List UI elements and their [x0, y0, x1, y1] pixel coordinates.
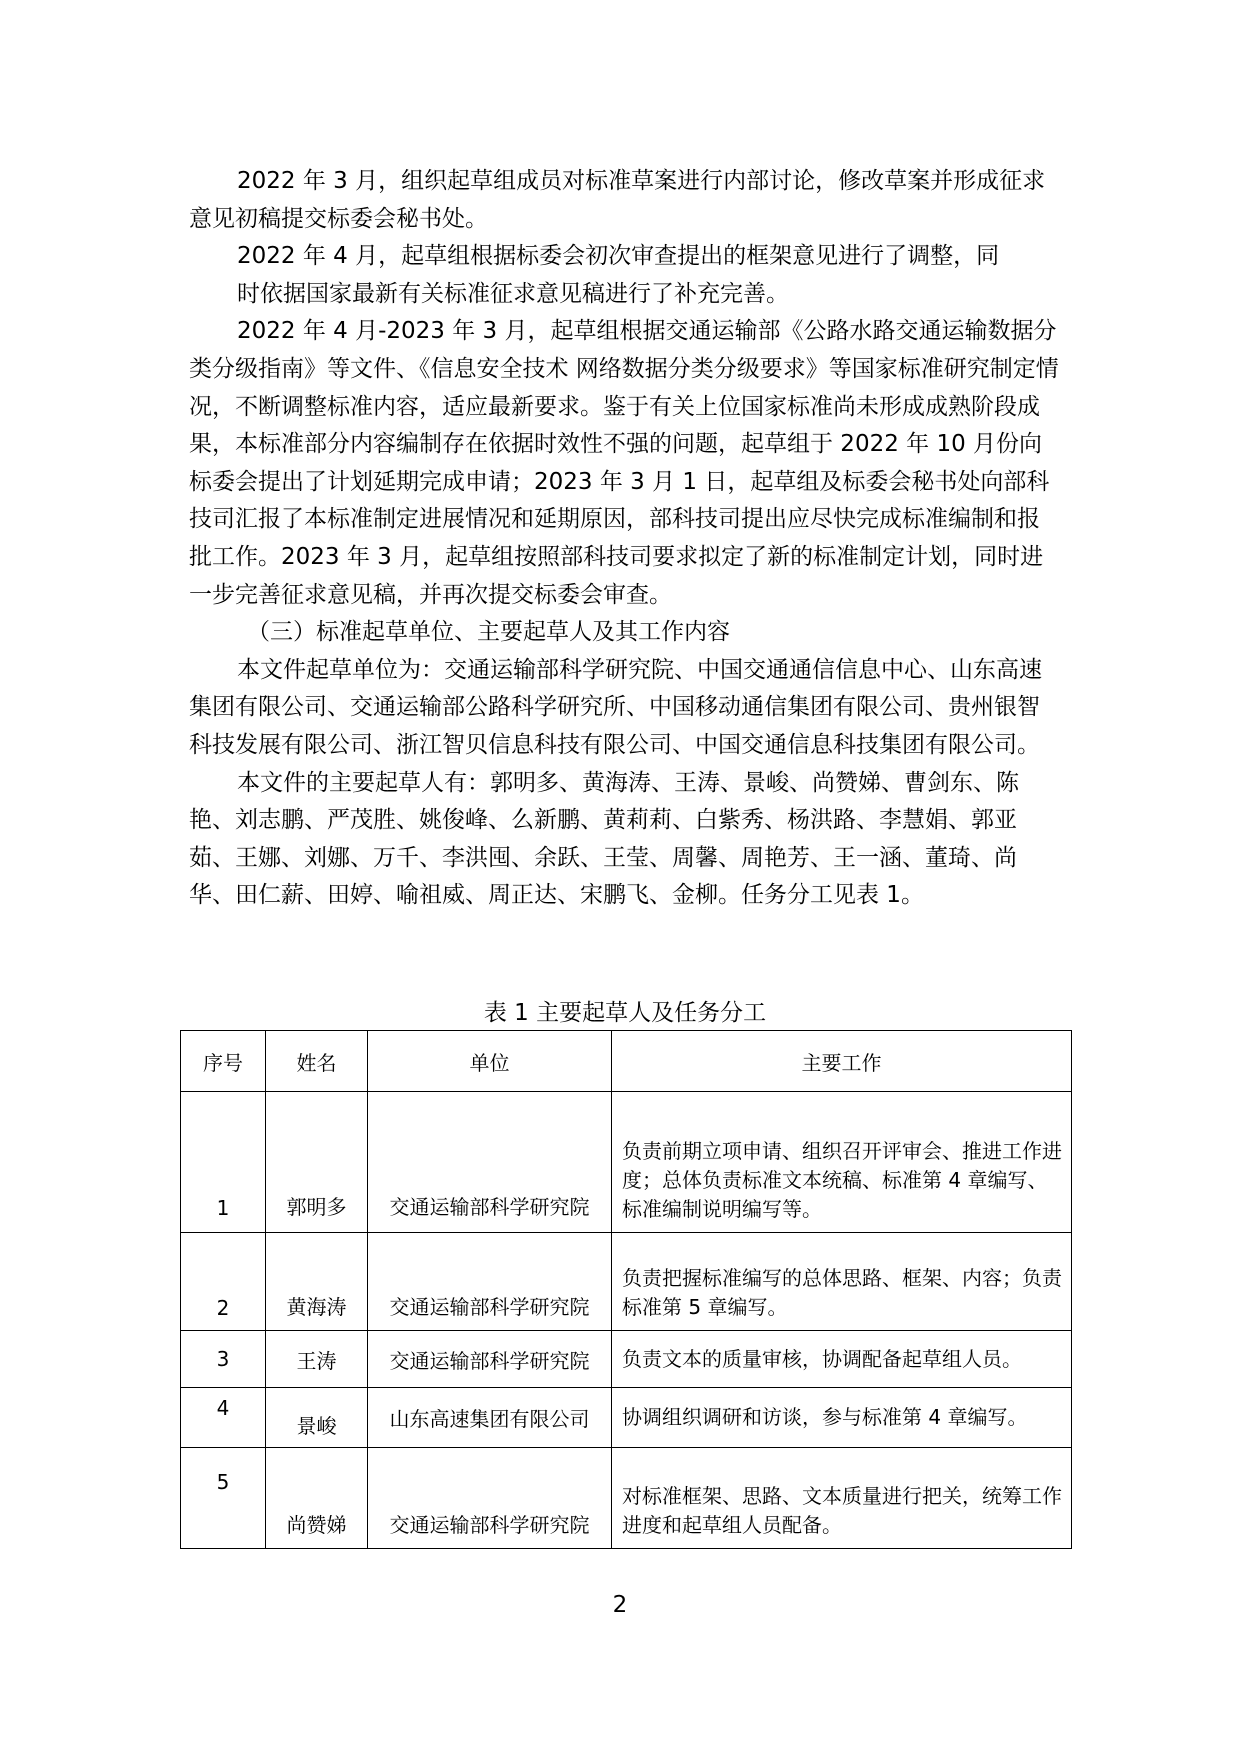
row-work: 对标准框架、思路、文本质量进行把关，统筹工作进度和起草组人员配备。: [622, 1484, 1062, 1537]
table-row: [181, 1448, 1072, 1549]
table-caption: 表 1 主要起草人及任务分工: [483, 1000, 767, 1026]
row-name: 郭明多: [286, 1195, 347, 1219]
paragraph-april-2022-cont: 时依据国家最新有关标准征求意见稿进行了补充完善。: [237, 280, 789, 307]
row-name: 王涛: [296, 1348, 337, 1373]
row-no: 2: [216, 1296, 230, 1320]
header-no: 序号: [181, 1031, 266, 1092]
row-unit: 交通运输部科学研究院: [389, 1195, 590, 1219]
row-work: 负责文本的质量审核，协调配备起草组人员。: [622, 1346, 1022, 1371]
table-row: [181, 1092, 1072, 1233]
row-no: 5: [216, 1470, 230, 1494]
row-name: 景峻: [296, 1414, 337, 1438]
paragraph-units: 本文件起草单位为：交通运输部科学研究院、中国交通通信信息中心、山东高速集团有限公司、交通运输部公路科学研究所、中国移动通信集团有限公司、贵州银智科技发展有限公司、浙江智贝信息科技有限公司、中国交通信息科技集团有限公司。: [189, 656, 1042, 758]
row-work: 负责前期立项申请、组织召开评审会、推进工作进度；总体负责标准文本统稿、标准第 4 章编写、标准编制说明编写等。: [622, 1139, 1062, 1221]
row-work: 协调组织调研和访谈，参与标准第 4 章编写。: [622, 1405, 1028, 1429]
paragraph-2022-2023: 2022 年 4 月-2023 年 3 月，起草组根据交通运输部《公路水路交通运输数据分类分级指南》等文件、《信息安全技术 网络数据分类分级要求》等国家标准研究制定情况，不断调整标准内容，适应最新要求。鉴于有关上位国家标准尚未形成成熟阶段成果，本标准部分内容编制存在依据时效性不强的问题，起草组于 2022 年 10 月份向标委会提出了计划延期完成申请；2023 年 3 月 1 日，起草组及标委会秘书处向部科技司汇报了本标准制定进展情况和延期原因，部科技司提出应尽快完成标准编制和报批工作。2023 年 3 月，起草组按照部科技司要求拟定了新的标准制定计划，同时进一步完善征求意见稿，并再次提交标委会审查。: [189, 318, 1059, 608]
paragraph-april-2022: 2022 年 4 月，起草组根据标委会初次审查提出的框架意见进行了调整，同: [237, 243, 1000, 270]
table-row: [181, 1233, 1072, 1331]
row-name: 黄海涛: [286, 1295, 347, 1319]
table-header-row: [181, 1031, 1072, 1092]
body-text: [189, 163, 1061, 915]
page-number: 2: [612, 1592, 628, 1618]
paragraph-drafters: 本文件的主要起草人有：郭明多、黄海涛、王涛、景峻、尚赞娣、曹剑东、陈艳、刘志鹏、严茂胜、姚俊峰、么新鹏、黄莉莉、白紫秀、杨洪路、李慧娟、郭亚茹、王娜、刘娜、万千、李洪囤、余跃、王莹、周馨、周艳芳、王一涵、董琦、尚华、田仁薪、田婷、喻祖威、周正达、宋鹏飞、金柳。任务分工见表 1。: [189, 769, 1019, 909]
table-row: [181, 1388, 1072, 1448]
drafters-table: [180, 1030, 1072, 1549]
header-work: 主要工作: [612, 1031, 1072, 1092]
row-unit: 山东高速集团有限公司: [389, 1407, 590, 1431]
header-unit: 单位: [368, 1031, 612, 1092]
row-no: 4: [216, 1396, 230, 1420]
row-unit: 交通运输部科学研究院: [389, 1513, 590, 1537]
row-no: 3: [216, 1347, 230, 1371]
paragraph-march-2022: 2022 年 3 月，组织起草组成员对标准草案进行内部讨论，修改草案并形成征求意见初稿提交标委会秘书处。: [189, 168, 1046, 232]
section-heading: （三）标准起草单位、主要起草人及其工作内容: [247, 619, 730, 646]
row-unit: 交通运输部科学研究院: [389, 1348, 590, 1373]
row-no: 1: [216, 1196, 230, 1220]
row-work: 负责把握标准编写的总体思路、框架、内容；负责标准第 5 章编写。: [622, 1266, 1062, 1319]
header-name: 姓名: [266, 1031, 368, 1092]
row-unit: 交通运输部科学研究院: [389, 1295, 590, 1319]
table-row: [181, 1331, 1072, 1388]
row-name: 尚赞娣: [286, 1513, 347, 1537]
